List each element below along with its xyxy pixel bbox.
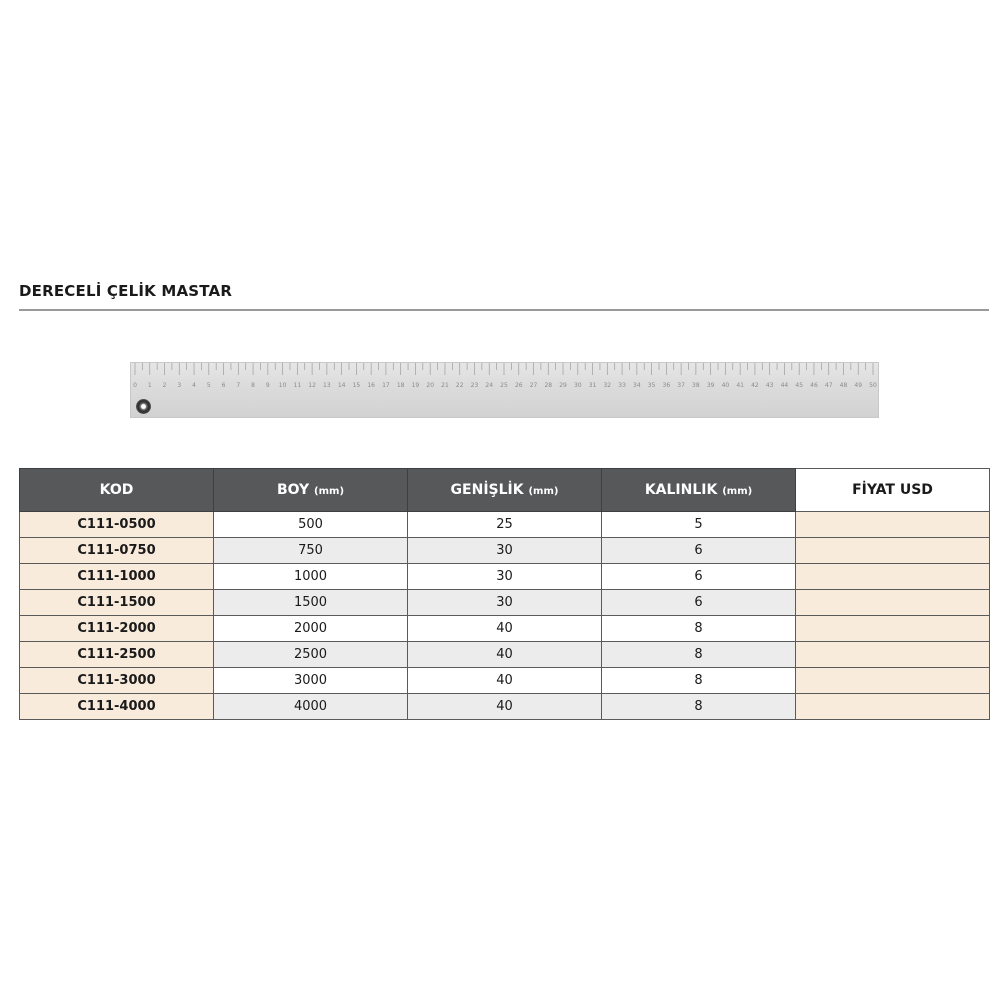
ruler-scale-label: 33 (618, 382, 626, 389)
ruler-scale-label: 12 (308, 382, 316, 389)
ruler-scale-label: 31 (588, 382, 597, 389)
ruler-scale-label: 19 (411, 382, 420, 389)
cell-kod: C111-2500 (20, 642, 214, 668)
ruler-scale-label: 11 (293, 382, 302, 389)
ruler-scale-label: 6 (221, 382, 226, 389)
cell-kalinlik: 8 (602, 616, 796, 642)
cell-kalinlik: 6 (602, 538, 796, 564)
cell-fiyat (796, 564, 990, 590)
table-row (20, 694, 990, 720)
cell-boy: 4000 (214, 694, 408, 720)
ruler-scale-label: 46 (810, 382, 818, 389)
ruler-scale-label: 44 (780, 382, 789, 389)
cell-genislik: 40 (408, 694, 602, 720)
cell-genislik: 40 (408, 642, 602, 668)
ruler-scale-label: 26 (514, 382, 523, 389)
table-row (20, 538, 990, 564)
ruler-scale-label: 9 (265, 382, 270, 389)
cell-boy: 1000 (214, 564, 408, 590)
cell-genislik: 30 (408, 564, 602, 590)
table-header-row (20, 469, 990, 512)
ruler-scale-label: 23 (470, 382, 479, 389)
ruler-scale-label: 34 (633, 382, 641, 389)
cell-kalinlik: 8 (602, 668, 796, 694)
ruler-scale-label: 35 (647, 382, 656, 389)
cell-fiyat (796, 616, 990, 642)
header-fiyat: FİYAT USD (796, 469, 990, 512)
cell-fiyat (796, 668, 990, 694)
ruler-scale-label: 49 (854, 382, 863, 389)
ruler-scale-label: 29 (559, 382, 567, 389)
cell-kod: C111-1500 (20, 590, 214, 616)
ruler-scale-label: 43 (765, 382, 774, 389)
ruler-scale-label: 20 (426, 382, 435, 389)
ruler-scale-label: 1 (147, 382, 152, 389)
cell-kalinlik: 6 (602, 564, 796, 590)
ruler-scale-label: 36 (662, 382, 671, 389)
ruler-scale-label: 13 (323, 382, 331, 389)
ruler-hole-icon (136, 399, 151, 414)
ruler-scale-label: 39 (706, 382, 715, 389)
cell-kod: C111-0500 (20, 512, 214, 538)
ruler-scale-label: 28 (544, 382, 553, 389)
spec-table (19, 468, 990, 720)
ruler-scale-label: 8 (251, 382, 255, 389)
cell-boy: 750 (214, 538, 408, 564)
ruler-scale-label: 37 (677, 382, 685, 389)
cell-genislik: 25 (408, 512, 602, 538)
cell-fiyat (796, 694, 990, 720)
ruler-scale-label: 47 (824, 382, 833, 389)
table-row (20, 564, 990, 590)
ruler-scale-label: 40 (721, 382, 730, 389)
cell-kod: C111-1000 (20, 564, 214, 590)
table-row (20, 590, 990, 616)
cell-genislik: 40 (408, 616, 602, 642)
ruler-scale-label: 48 (839, 382, 848, 389)
ruler-scale (131, 363, 880, 419)
table-row (20, 642, 990, 668)
cell-kod: C111-3000 (20, 668, 214, 694)
ruler-scale-label: 10 (278, 382, 287, 389)
ruler-scale-label: 16 (367, 382, 375, 389)
cell-boy: 1500 (214, 590, 408, 616)
cell-fiyat (796, 590, 990, 616)
ruler-scale-label: 41 (736, 382, 744, 389)
ruler-scale-label: 17 (382, 382, 390, 389)
cell-fiyat (796, 538, 990, 564)
ruler-scale-label: 50 (869, 382, 877, 389)
ruler-scale-label: 21 (441, 382, 449, 389)
cell-boy: 2500 (214, 642, 408, 668)
page-title: DERECELİ ÇELİK MASTAR (19, 282, 233, 300)
table-row (20, 668, 990, 694)
cell-boy: 3000 (214, 668, 408, 694)
ruler-scale-label: 32 (603, 382, 612, 389)
cell-genislik: 40 (408, 668, 602, 694)
cell-kalinlik: 8 (602, 642, 796, 668)
cell-kalinlik: 8 (602, 694, 796, 720)
table-row (20, 512, 990, 538)
title-divider (19, 309, 989, 311)
cell-kod: C111-0750 (20, 538, 214, 564)
ruler-scale-label: 45 (795, 382, 804, 389)
cell-kod: C111-4000 (20, 694, 214, 720)
cell-kod: C111-2000 (20, 616, 214, 642)
ruler-scale-label: 27 (529, 382, 538, 389)
steel-ruler-image (130, 362, 879, 418)
ruler-scale-label: 2 (162, 382, 167, 389)
ruler-scale-label: 30 (573, 382, 582, 389)
ruler-scale-label: 14 (337, 382, 346, 389)
cell-genislik: 30 (408, 590, 602, 616)
cell-kalinlik: 6 (602, 590, 796, 616)
cell-kalinlik: 5 (602, 512, 796, 538)
header-genislik: GENİŞLİK (mm) (408, 469, 602, 512)
ruler-scale-label: 38 (692, 382, 700, 389)
header-boy: BOY (mm) (214, 469, 408, 512)
ruler-scale-label: 18 (396, 382, 405, 389)
ruler-scale-label: 25 (500, 382, 508, 389)
ruler-scale-label: 42 (751, 382, 759, 389)
header-kod: KOD (20, 469, 214, 512)
cell-genislik: 30 (408, 538, 602, 564)
ruler-scale-label: 3 (177, 382, 182, 389)
cell-boy: 500 (214, 512, 408, 538)
ruler-scale-label: 4 (192, 382, 196, 389)
ruler-scale-label: 7 (236, 382, 241, 389)
ruler-scale-label: 5 (206, 382, 211, 389)
ruler-scale-label: 0 (133, 382, 137, 389)
cell-boy: 2000 (214, 616, 408, 642)
header-kalinlik: KALINLIK (mm) (602, 469, 796, 512)
ruler-scale-label: 22 (455, 382, 464, 389)
cell-fiyat (796, 512, 990, 538)
cell-fiyat (796, 642, 990, 668)
table-row (20, 616, 990, 642)
ruler-scale-label: 24 (485, 382, 494, 389)
ruler-scale-label: 15 (352, 382, 361, 389)
